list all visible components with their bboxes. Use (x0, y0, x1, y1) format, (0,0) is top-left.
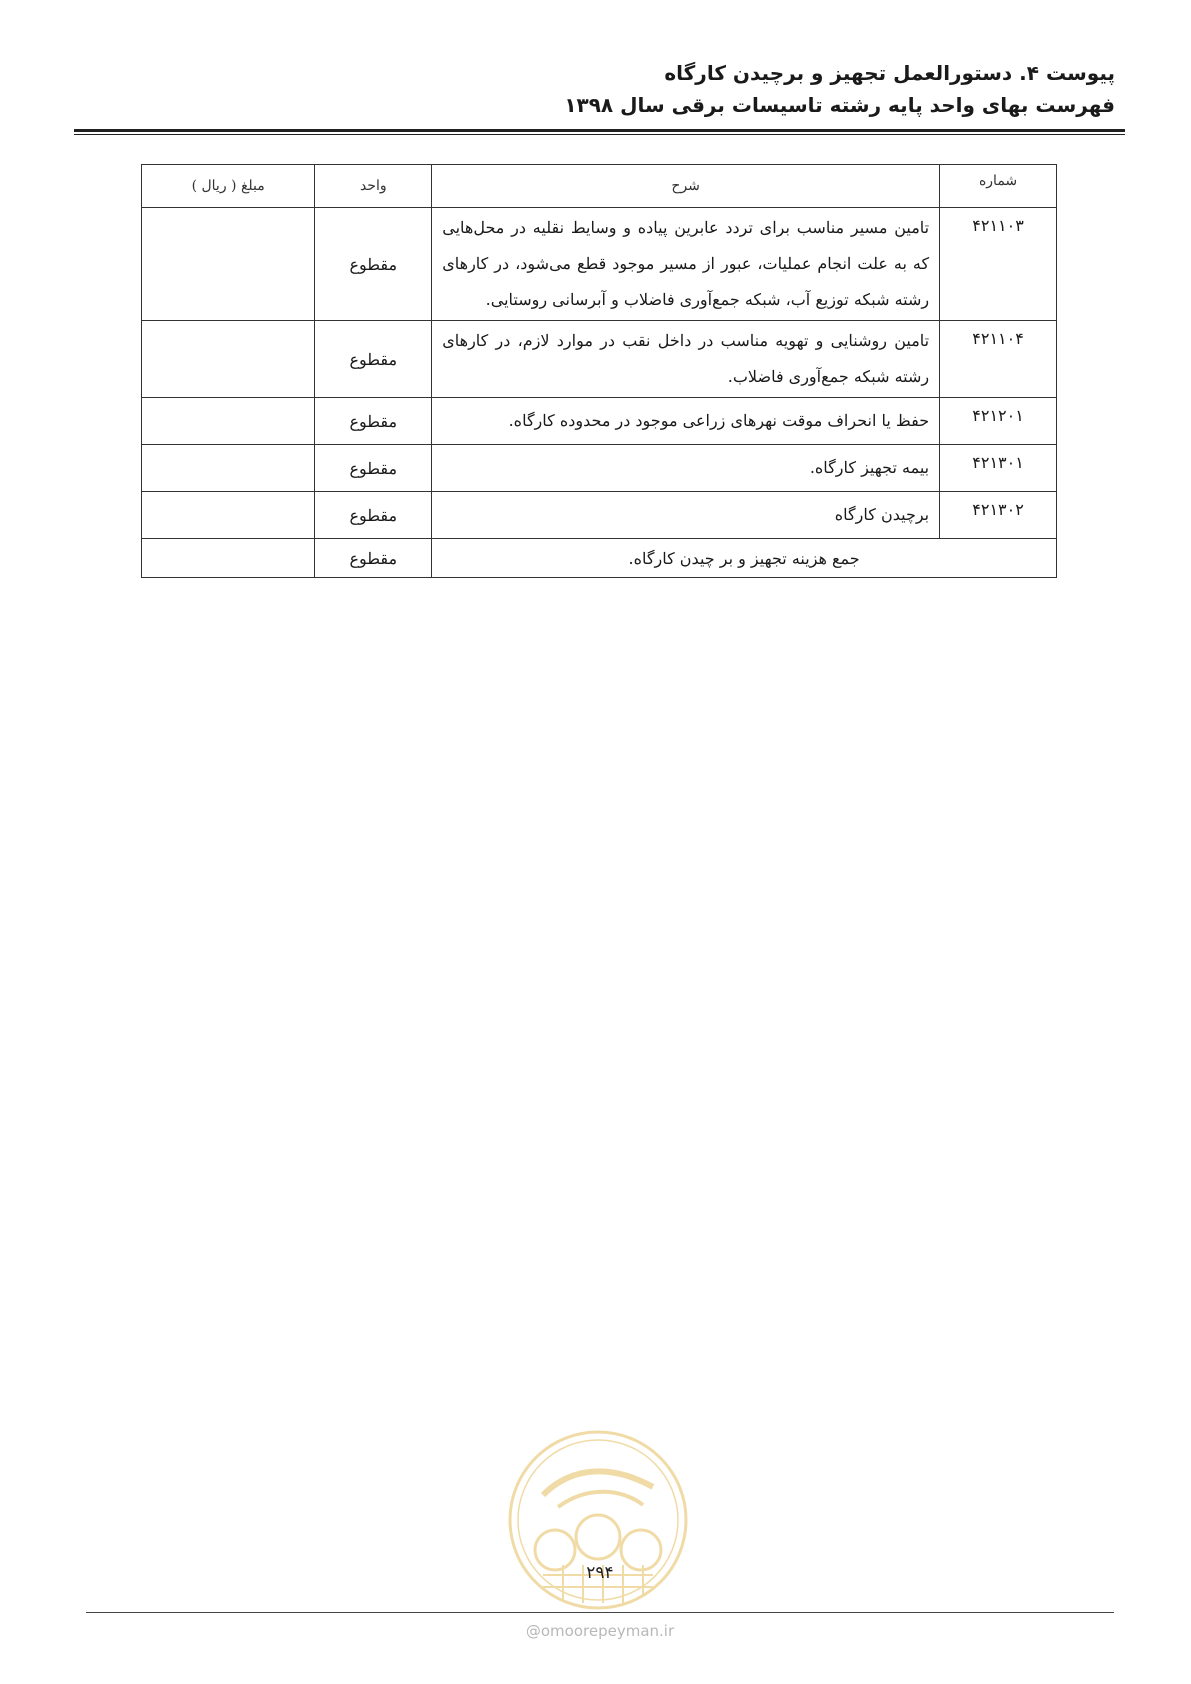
total-unit: مقطوع (315, 539, 432, 578)
page-number: ۲۹۴ (586, 1563, 614, 1583)
row-amount (142, 445, 315, 492)
row-number: ۴۲۱۱۰۴ (940, 321, 1057, 398)
header-description: شرح (432, 165, 940, 208)
header-number: شماره (940, 165, 1057, 208)
table-row (142, 398, 1057, 445)
omoore-peyman-logo-icon (503, 1425, 693, 1615)
row-description: حفظ یا انحراف موقت نهرهای زراعی موجود در محدوده کارگاه. (432, 398, 940, 445)
header-rule-thin (74, 134, 1125, 135)
table-row (142, 445, 1057, 492)
total-amount (142, 539, 315, 578)
table-header-row (142, 165, 1057, 208)
row-amount (142, 492, 315, 539)
page-header (65, 58, 1115, 120)
total-description: جمع هزینه تجهیز و بر چیدن کارگاه. (432, 539, 1057, 578)
row-description: برچیدن کارگاه (432, 492, 940, 539)
row-number: ۴۲۱۳۰۲ (940, 492, 1057, 539)
items-table (141, 164, 1057, 578)
row-number: ۴۲۱۱۰۳ (940, 208, 1057, 321)
row-description: تامین روشنایی و تهویه مناسب در داخل نقب در موارد لازم، در کارهای رشته شبکه جمع‌آوری فاضلاب. (432, 321, 940, 398)
row-unit: مقطوع (315, 445, 432, 492)
footer-rule (86, 1612, 1114, 1613)
row-unit: مقطوع (315, 492, 432, 539)
row-unit: مقطوع (315, 398, 432, 445)
row-unit: مقطوع (315, 208, 432, 321)
website-watermark: @omoorepeyman.ir (525, 1622, 675, 1640)
row-description: تامین مسیر مناسب برای تردد عابرین پیاده و وسایط نقلیه در محل‌هایی که به علت انجام عملیات، عبور از مسیر موجود قطع می‌شود، در کارهای رشته شبکه توزیع آب، شبکه جمع‌آوری فاضلاب و آبرسانی روستایی. (432, 208, 940, 321)
header-rule-thick (74, 129, 1125, 132)
row-description: بیمه تجهیز کارگاه. (432, 445, 940, 492)
row-number: ۴۲۱۲۰۱ (940, 398, 1057, 445)
price-list-title: فهرست بهای واحد پایه رشته تاسیسات برقی سال ۱۳۹۸ (564, 93, 1115, 117)
row-amount (142, 398, 315, 445)
row-amount (142, 208, 315, 321)
table-row (142, 208, 1057, 321)
total-row (142, 539, 1057, 578)
row-number: ۴۲۱۳۰۱ (940, 445, 1057, 492)
appendix-title: پیوست ۴. دستورالعمل تجهیز و برچیدن کارگاه (664, 61, 1115, 85)
header-amount: مبلغ ( ریال ) (142, 165, 315, 208)
header-unit: واحد (315, 165, 432, 208)
row-unit: مقطوع (315, 321, 432, 398)
table-row (142, 321, 1057, 398)
row-amount (142, 321, 315, 398)
table-row (142, 492, 1057, 539)
